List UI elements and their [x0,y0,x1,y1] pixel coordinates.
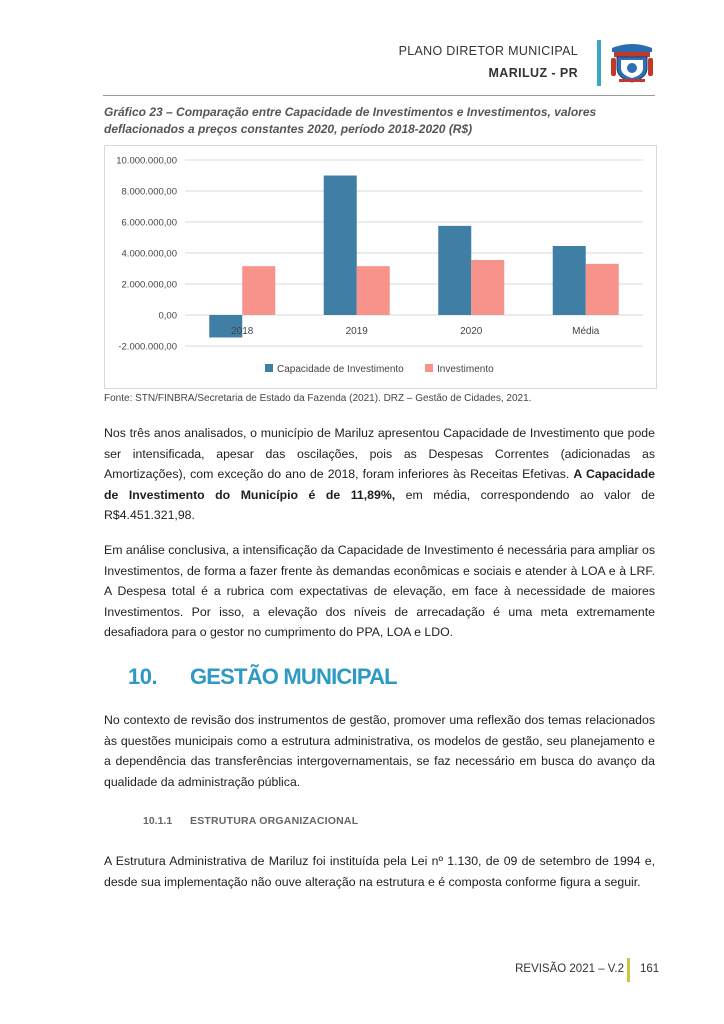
section-number: 10. [128,664,158,689]
section-title: GESTÃO MUNICIPAL [190,664,397,689]
y-tick-label: 6.000.000,00 [121,217,177,229]
paragraph-administrative-structure: A Estrutura Administrativa de Mariluz foi instituída pela Lei nº 1.130, de 09 de setembro de 1994 e, desde sua implementação não ouve alteração na estrutura e é composta conforme figura a seguir. [104,854,655,889]
municipal-crest-icon [609,38,655,84]
chart-bar [586,264,619,315]
footer-revision: REVISÃO 2021 – V.2 [515,963,624,975]
y-tick-label: 10.000.000,00 [116,155,177,167]
footer-divider [627,958,630,982]
figure-source: Fonte: STN/FINBRA/Secretaria de Estado da Fazenda (2021). DRZ – Gestão de Cidades, 2021. [104,393,532,404]
header-subtitle: MARILUZ - PR [488,66,578,80]
paragraph-conclusion: Em análise conclusiva, a intensificação da Capacidade de Investimento é necessária para ampliar os Investimentos, de forma a fazer frente às demandas econômicas e sociais e atender à LOA e à LRF. A Despesa total é a rubrica com expectativas de elevação, em face à necessidade de maiores Investimentos. Por isso, a elevação dos níveis de arrecadação é uma meta extremamente desafiadora para o gestor no cumprimento do PPA, LOA e LDO. [104,543,655,639]
chart-container [104,145,657,389]
paragraph-bold-text: A Capacidade de Investimento do Município é de 11,89%, [104,467,655,502]
chart-bar [553,246,586,315]
paragraph-management-context: No contexto de revisão dos instrumentos de gestão, promover uma reflexão dos temas relacionados às questões municipais como a estrutura administrativa, os modelos de gestão, seu planejamento e a dependência das transferências intergovernamentais, se faz necessário em busca do avanço da qualidade da administração pública. [104,713,655,789]
page-number: 161 [640,963,660,975]
y-tick-label: -2.000.000,00 [118,341,177,353]
paragraph-text: Nos três anos analisados, o município de Mariluz apresentou Capacidade de Investimento que pode ser intensificada, apesar das oscilações, pois as Despesas Correntes (adicionadas as Amortizações), com exceção do ano de 2018, foram inferiores às Receitas Efetivas. [104,426,655,481]
x-tick-label: 2018 [231,326,254,337]
figure-caption: Gráfico 23 – Comparação entre Capacidade de Investimentos e Investimentos, valores deflacionados a preços constantes 2020, período 2018-2020 (R$) [104,105,597,136]
y-tick-label: 8.000.000,00 [121,186,177,198]
legend-label: Capacidade de Investimento [277,364,404,375]
chart-bar [357,266,390,315]
chart-bar [471,260,504,315]
legend-swatch [265,364,273,372]
x-tick-label: 2020 [460,326,483,337]
header-accent-bar [597,40,601,86]
bar-chart [105,146,656,388]
legend-swatch [425,364,433,372]
y-tick-label: 0,00 [158,310,177,322]
header-divider [103,95,655,96]
x-tick-label: Média [572,326,600,337]
paragraph-text: em média, correspondendo ao valor de R$4.451.321,98. [104,487,655,522]
paragraph-capacity-analysis [104,423,655,526]
chart-bar [324,176,357,316]
x-tick-label: 2019 [345,326,368,337]
subsection-title: ESTRUTURA ORGANIZACIONAL [190,815,359,827]
y-tick-label: 2.000.000,00 [121,279,177,291]
subsection-number: 10.1.1 [143,815,173,827]
legend-label: Investimento [437,364,494,375]
y-tick-label: 4.000.000,00 [121,248,177,260]
header-title: PLANO DIRETOR MUNICIPAL [398,44,578,58]
chart-bar [438,226,471,315]
chart-bar [242,266,275,315]
